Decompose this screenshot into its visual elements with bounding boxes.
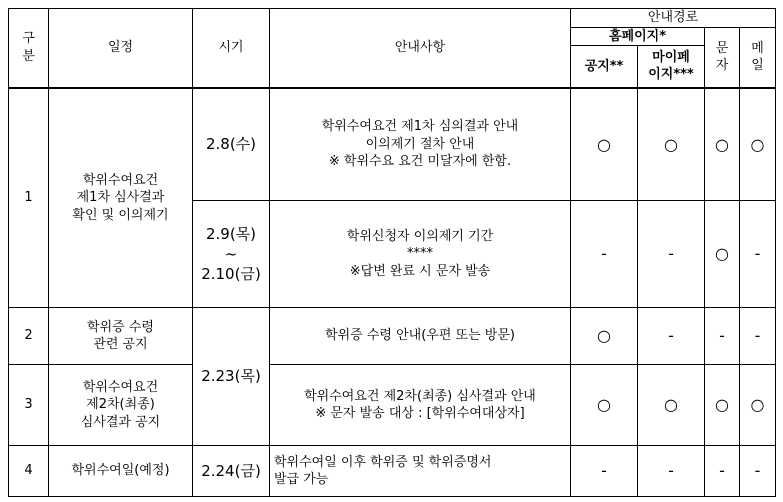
row3-schedule-line2: 제2차(최종) — [86, 397, 155, 413]
row4-notice — [270, 446, 571, 497]
row4-mypage-mark: - — [638, 446, 705, 497]
row1b-notice — [270, 201, 571, 308]
row1b-sms-mark: ○ — [705, 201, 740, 308]
header-email-top: 메 — [751, 40, 764, 56]
header-route: 안내경로 — [571, 9, 776, 28]
row1b-notice-line3: ※답변 완료 시 문자 발송 — [349, 263, 491, 279]
row4-gongji-mark: - — [571, 446, 638, 497]
row2-no: 2 — [9, 308, 49, 365]
header-schedule: 일정 — [49, 9, 193, 88]
row1b-date-tilde: ~ — [224, 244, 238, 263]
row2-sms-mark: - — [705, 308, 740, 365]
row1a-notice-line3: ※ 학위수요 요건 미달자에 한함. — [328, 154, 512, 170]
row1-no: 1 — [9, 88, 49, 308]
row1a-mypage-mark: ○ — [638, 88, 705, 201]
row4-notice-line2: 발급 가능 — [274, 472, 329, 488]
header-sms-top: 문 — [715, 40, 729, 56]
row3-schedule-line3: 심사결과 공지 — [80, 414, 161, 430]
row1-schedule-line2: 제1차 심사결과 — [76, 190, 165, 206]
row3-notice-line1: 학위수여요건 제2차(최종) 심사결과 안내 — [304, 388, 536, 404]
row2-3-date: 2.23(목) — [193, 308, 270, 446]
row3-schedule — [49, 365, 193, 446]
row3-notice — [270, 365, 571, 446]
header-mypage-top: 마이페 — [652, 49, 690, 65]
row1b-date-start: 2.9(목) — [205, 224, 257, 243]
header-no-bottom: 분 — [22, 48, 35, 64]
header-notice: 안내사항 — [270, 9, 571, 88]
header-email-bottom: 일 — [751, 58, 764, 74]
row2-mypage-mark: - — [638, 308, 705, 365]
row1b-gongji-mark: - — [571, 201, 638, 308]
row1b-notice-line1: 학위신청자 이의제기 기간 — [346, 228, 494, 244]
row3-no: 3 — [9, 365, 49, 446]
row2-gongji-mark: ○ — [571, 308, 638, 365]
row4-date: 2.24(금) — [193, 446, 270, 497]
row2-notice: 학위증 수령 안내(우편 또는 방문) — [270, 308, 571, 365]
row4-notice-line1: 학위수여일 이후 학위증 및 학위증명서 — [274, 454, 492, 470]
row3-schedule-line1: 학위수여요건 — [82, 379, 159, 395]
row1a-sms-mark: ○ — [705, 88, 740, 201]
header-sms — [705, 27, 740, 88]
row1a-date: 2.8(수) — [193, 88, 270, 201]
header-email — [740, 27, 776, 88]
row1-schedule — [49, 88, 193, 308]
row1-schedule-line1: 학위수여요건 — [82, 172, 159, 188]
header-date: 시기 — [193, 9, 270, 88]
row2-schedule — [49, 308, 193, 365]
row1b-date — [193, 201, 270, 308]
row2-schedule-line1: 학위증 수령 — [87, 319, 154, 335]
row3-sms-mark: ○ — [705, 365, 740, 446]
header-no — [9, 9, 49, 88]
row4-sms-mark: - — [705, 446, 740, 497]
row1b-mypage-mark: - — [638, 201, 705, 308]
row1a-notice-line1: 학위수여요건 제1차 심의결과 안내 — [321, 119, 519, 135]
row1a-email-mark: ○ — [740, 88, 776, 201]
row1a-gongji-mark: ○ — [571, 88, 638, 201]
row1a-notice-line2: 이의제기 절차 안내 — [365, 136, 475, 152]
row3-email-mark: ○ — [740, 365, 776, 446]
row4-email-mark: - — [740, 446, 776, 497]
row3-gongji-mark: ○ — [571, 365, 638, 446]
row2-schedule-line2: 관련 공지 — [93, 337, 148, 353]
schedule-table — [8, 8, 776, 497]
header-mypage-bottom: 이지*** — [648, 67, 694, 83]
row1b-notice-line2: **** — [407, 246, 433, 262]
header-sms-bottom: 자 — [715, 58, 729, 74]
row1b-date-end: 2.10(금) — [201, 265, 261, 284]
row1a-notice — [270, 88, 571, 201]
row3-mypage-mark: ○ — [638, 365, 705, 446]
row2-email-mark: - — [740, 308, 776, 365]
header-no-top: 구 — [22, 31, 35, 47]
header-mypage — [638, 46, 705, 88]
header-gongji: 공지** — [571, 46, 638, 88]
row1-schedule-line3: 확인 및 이의제기 — [72, 207, 169, 223]
header-homepage: 홈페이지* — [571, 27, 705, 46]
row4-no: 4 — [9, 446, 49, 497]
row4-schedule: 학위수여일(예정) — [49, 446, 193, 497]
row1b-email-mark: - — [740, 201, 776, 308]
row3-notice-line2: ※ 문자 발송 대상 : [학위수여대상자] — [315, 406, 525, 422]
